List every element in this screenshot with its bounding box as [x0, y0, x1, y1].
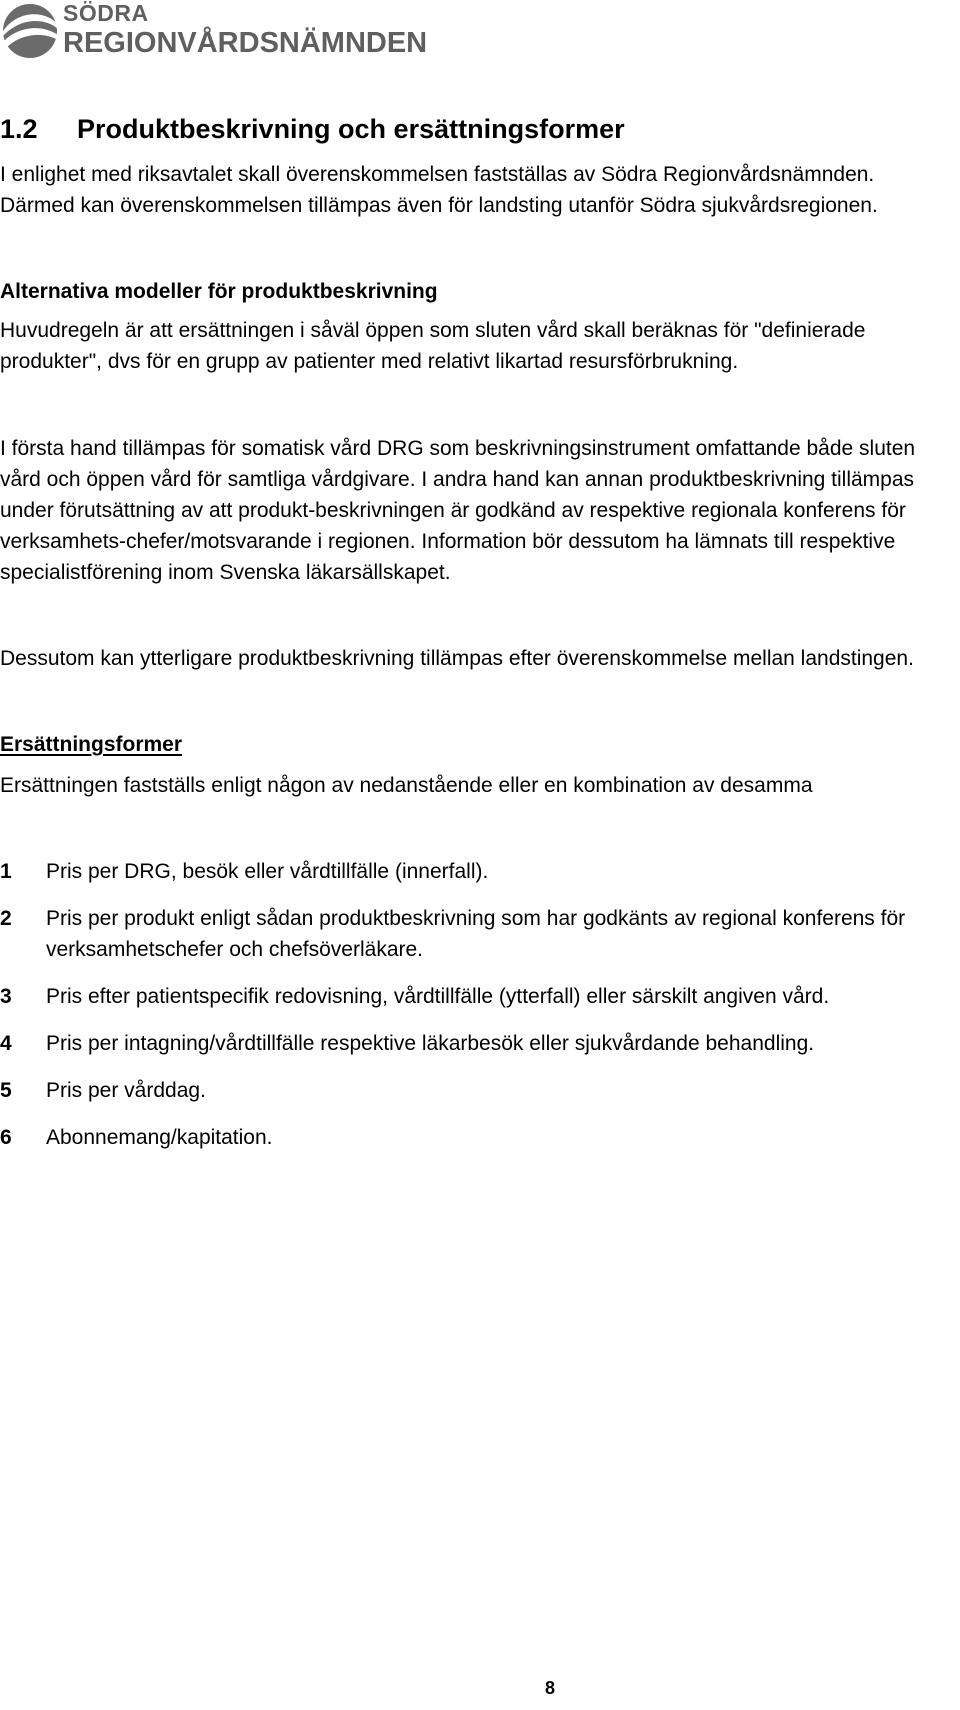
- list-item: [0, 856, 950, 887]
- list-item-text: Pris efter patientspecifik redovisning, vårdtillfälle (ytterfall) eller särskilt angiven vård.: [46, 985, 830, 1008]
- logo-line-2: REGIONVÅRDSNÄMNDEN: [63, 27, 428, 59]
- list-item: [0, 1122, 950, 1153]
- list-item-number: 6: [0, 1126, 12, 1149]
- list-item-number: 5: [0, 1079, 12, 1102]
- logo-line-1: SÖDRA: [63, 0, 149, 26]
- alternativ-heading: Alternativa modeller för produktbeskrivning: [0, 280, 438, 303]
- list-item: [0, 981, 950, 1012]
- ersattning-intro: Ersättningen fastställs enligt någon av nedanstående eller en kombination av desamma: [0, 774, 813, 797]
- list-item: [0, 1028, 950, 1059]
- list-item-number: 2: [0, 907, 12, 930]
- ersattning-list: [0, 856, 950, 1153]
- ersattning-heading: Ersättningsformer: [0, 733, 183, 756]
- list-item-text: Pris per produkt enligt sådan produktbeskrivning som har godkänts av regional konferens för verksamhetschefer och chefsöverläkare.: [46, 907, 906, 961]
- list-item: [0, 1075, 950, 1106]
- list-item-text: Pris per vårddag.: [46, 1079, 206, 1102]
- list-item-number: 1: [0, 860, 12, 883]
- page-number: 8: [545, 1678, 556, 1698]
- logo-wordmark: [63, 2, 427, 58]
- section-title: Produktbeskrivning och ersättningsformer: [77, 114, 625, 144]
- list-item-text: Abonnemang/kapitation.: [46, 1126, 273, 1149]
- list-item-text: Pris per DRG, besök eller vårdtillfälle (innerfall).: [46, 860, 489, 883]
- section-heading: [0, 112, 625, 146]
- list-item-number: 4: [0, 1032, 12, 1055]
- alternativ-paragraph-3: Dessutom kan ytterligare produktbeskrivning tillämpas efter överenskommelse mellan landstingen.: [0, 647, 914, 670]
- alternativ-paragraph-1: Huvudregeln är att ersättningen i såväl öppen som sluten vård skall beräknas för "definierade produkter", dvs för en grupp av patienter med relativt likartad resursförbrukning.: [0, 319, 866, 373]
- list-item-number: 3: [0, 985, 12, 1008]
- section-intro: I enlighet med riksavtalet skall överenskommelsen fastställas av Södra Regionvårdsnämnden. Därmed kan överenskommelsen tillämpas även för landsting utanför Södra sjukvårdsregionen.: [0, 163, 878, 217]
- list-item-text: Pris per intagning/vårdtillfälle respektive läkarbesök eller sjukvårdande behandling.: [46, 1032, 815, 1055]
- region-logo: [0, 0, 440, 66]
- logo-emblem-icon: [0, 0, 62, 62]
- section-number: 1.2: [0, 114, 38, 144]
- list-item: [0, 903, 950, 965]
- alternativ-paragraph-2: I första hand tillämpas för somatisk vård DRG som beskrivningsinstrument omfattande både sluten vård och öppen vård för samtliga vårdgivare. I andra hand kan annan produktbeskrivning tillämpas under förutsättning av att produkt-beskrivningen är godkänd av respektive regionala konferens för verksamhets-chefer/motsvarande i regionen. Information bör dessutom ha lämnats till respektive specialistförening inom Svenska läkarsällskapet.: [0, 437, 916, 584]
